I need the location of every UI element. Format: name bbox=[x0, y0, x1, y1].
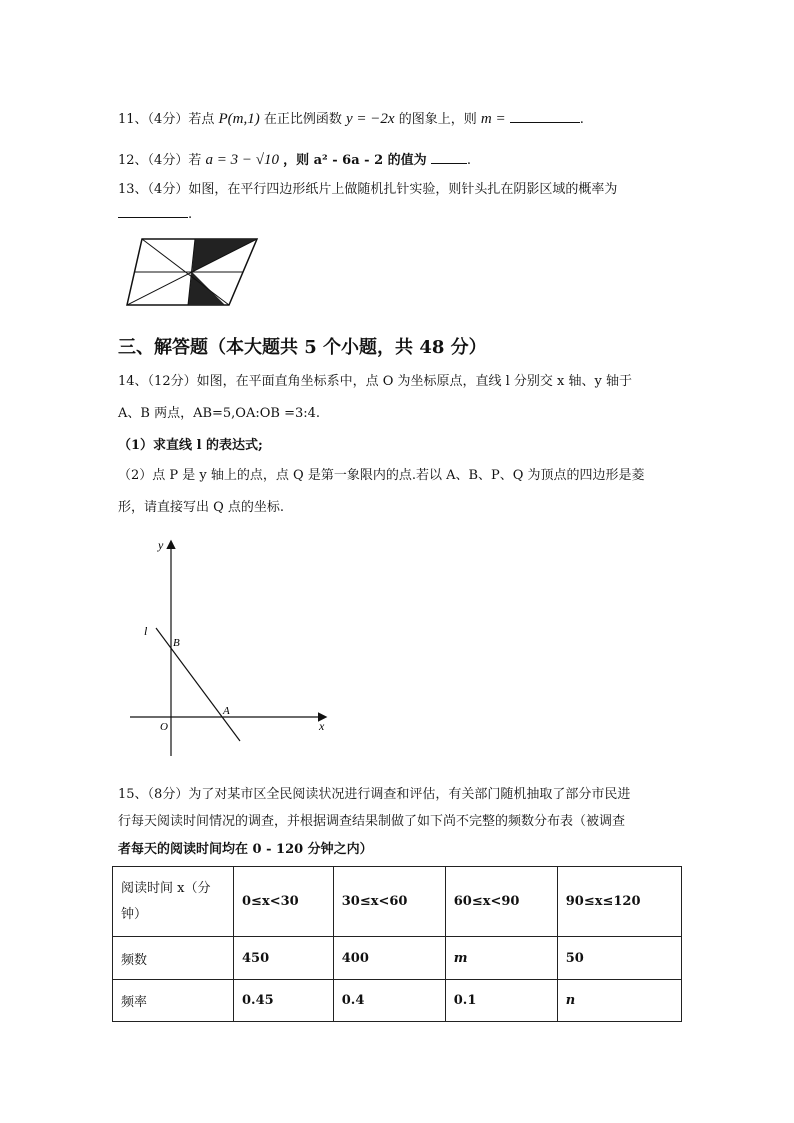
point-b-label: B bbox=[173, 637, 180, 649]
table-cell: 450 bbox=[234, 937, 334, 980]
origin-label: O bbox=[160, 721, 168, 733]
q11-suffix: 的图象上，则 bbox=[398, 112, 477, 127]
q13-end: . bbox=[188, 207, 193, 222]
section-3-heading: 三、解答题（本大题共 5 个小题，共 48 分） bbox=[118, 337, 487, 358]
q12-answer-blank[interactable] bbox=[431, 149, 467, 164]
table-header-cell: 60≤x<90 bbox=[445, 867, 557, 937]
question-14-line2: A、B 两点，AB=5,OA:OB =3:4. bbox=[118, 406, 321, 421]
table-cell: 400 bbox=[333, 937, 445, 980]
question-15-line3: 者每天的阅读时间均在 0 - 120 分钟之内） bbox=[118, 842, 373, 857]
table-header-cell: 0≤x<30 bbox=[234, 867, 334, 937]
table-cell: 50 bbox=[557, 937, 681, 980]
table-cell: m bbox=[445, 937, 557, 980]
x-axis-label: x bbox=[319, 719, 325, 733]
q11-point: P(m,1) bbox=[218, 111, 260, 127]
question-13 bbox=[118, 181, 617, 199]
table-row bbox=[113, 980, 682, 1022]
question-13-line2 bbox=[118, 203, 192, 224]
q12-a-expression: a = 3 − √10 bbox=[205, 152, 279, 168]
table-cell: 0.45 bbox=[234, 980, 334, 1022]
table-cell: 频数 bbox=[113, 937, 234, 980]
q11-function: y = −2x bbox=[346, 111, 395, 127]
question-12 bbox=[118, 149, 471, 170]
question-14-part1: （1）求直线 l 的表达式; bbox=[118, 438, 263, 453]
table-cell: 频率 bbox=[113, 980, 234, 1022]
point-a-label: A bbox=[223, 705, 230, 717]
q11-variable: m = bbox=[480, 111, 506, 127]
q11-end: . bbox=[579, 112, 584, 127]
frequency-table bbox=[112, 866, 682, 1022]
line-l-label: l bbox=[144, 624, 148, 638]
table-header-cell: 90≤x≤120 bbox=[557, 867, 681, 937]
question-11 bbox=[118, 108, 584, 129]
table-header-cell: 阅读时间 x（分钟） bbox=[113, 867, 234, 937]
q12-prefix: 12、（4分）若 bbox=[118, 153, 202, 168]
table-header-cell: 30≤x<60 bbox=[333, 867, 445, 937]
q11-prefix: 11、（4分）若点 bbox=[118, 112, 215, 127]
table-header-row bbox=[113, 867, 682, 937]
question-14-part2-line1: （2）点 P 是 y 轴上的点，点 Q 是第一象限内的点.若以 A、B、P、Q 为顶点的四边形是菱 bbox=[118, 468, 645, 483]
q12-end: . bbox=[466, 153, 471, 168]
y-axis-label: y bbox=[158, 538, 164, 552]
coordinate-graph bbox=[120, 534, 340, 764]
q13-text: 13、（4分）如图，在平行四边形纸片上做随机扎针实验，则针头扎在阴影区域的概率为 bbox=[118, 182, 618, 197]
question-14-part2-line2: 形，请直接写出 Q 点的坐标. bbox=[118, 500, 285, 515]
q11-answer-blank[interactable] bbox=[510, 108, 580, 123]
question-15-line2: 行每天阅读时间情况的调查，并根据调查结果制做了如下尚不完整的频数分布表（被调查 bbox=[118, 814, 626, 829]
parallelogram-figure bbox=[122, 234, 262, 310]
table-cell: n bbox=[557, 980, 681, 1022]
question-15-line1: 15、（8分）为了对某市区全民阅读状况进行调查和评估，有关部门随机抽取了部分市民进 bbox=[118, 787, 631, 802]
table-cell: 0.1 bbox=[445, 980, 557, 1022]
table-cell: 0.4 bbox=[333, 980, 445, 1022]
q12-suffix: ，则 a² - 6a - 2 的值为 bbox=[283, 153, 427, 168]
table-row bbox=[113, 937, 682, 980]
q11-mid: 在正比例函数 bbox=[263, 112, 342, 127]
line-l bbox=[156, 628, 240, 741]
question-14-line1: 14、（12分）如图，在平面直角坐标系中，点 O 为坐标原点，直线 l 分别交 x 轴、y 轴于 bbox=[118, 374, 633, 389]
q13-answer-blank[interactable] bbox=[118, 203, 188, 218]
